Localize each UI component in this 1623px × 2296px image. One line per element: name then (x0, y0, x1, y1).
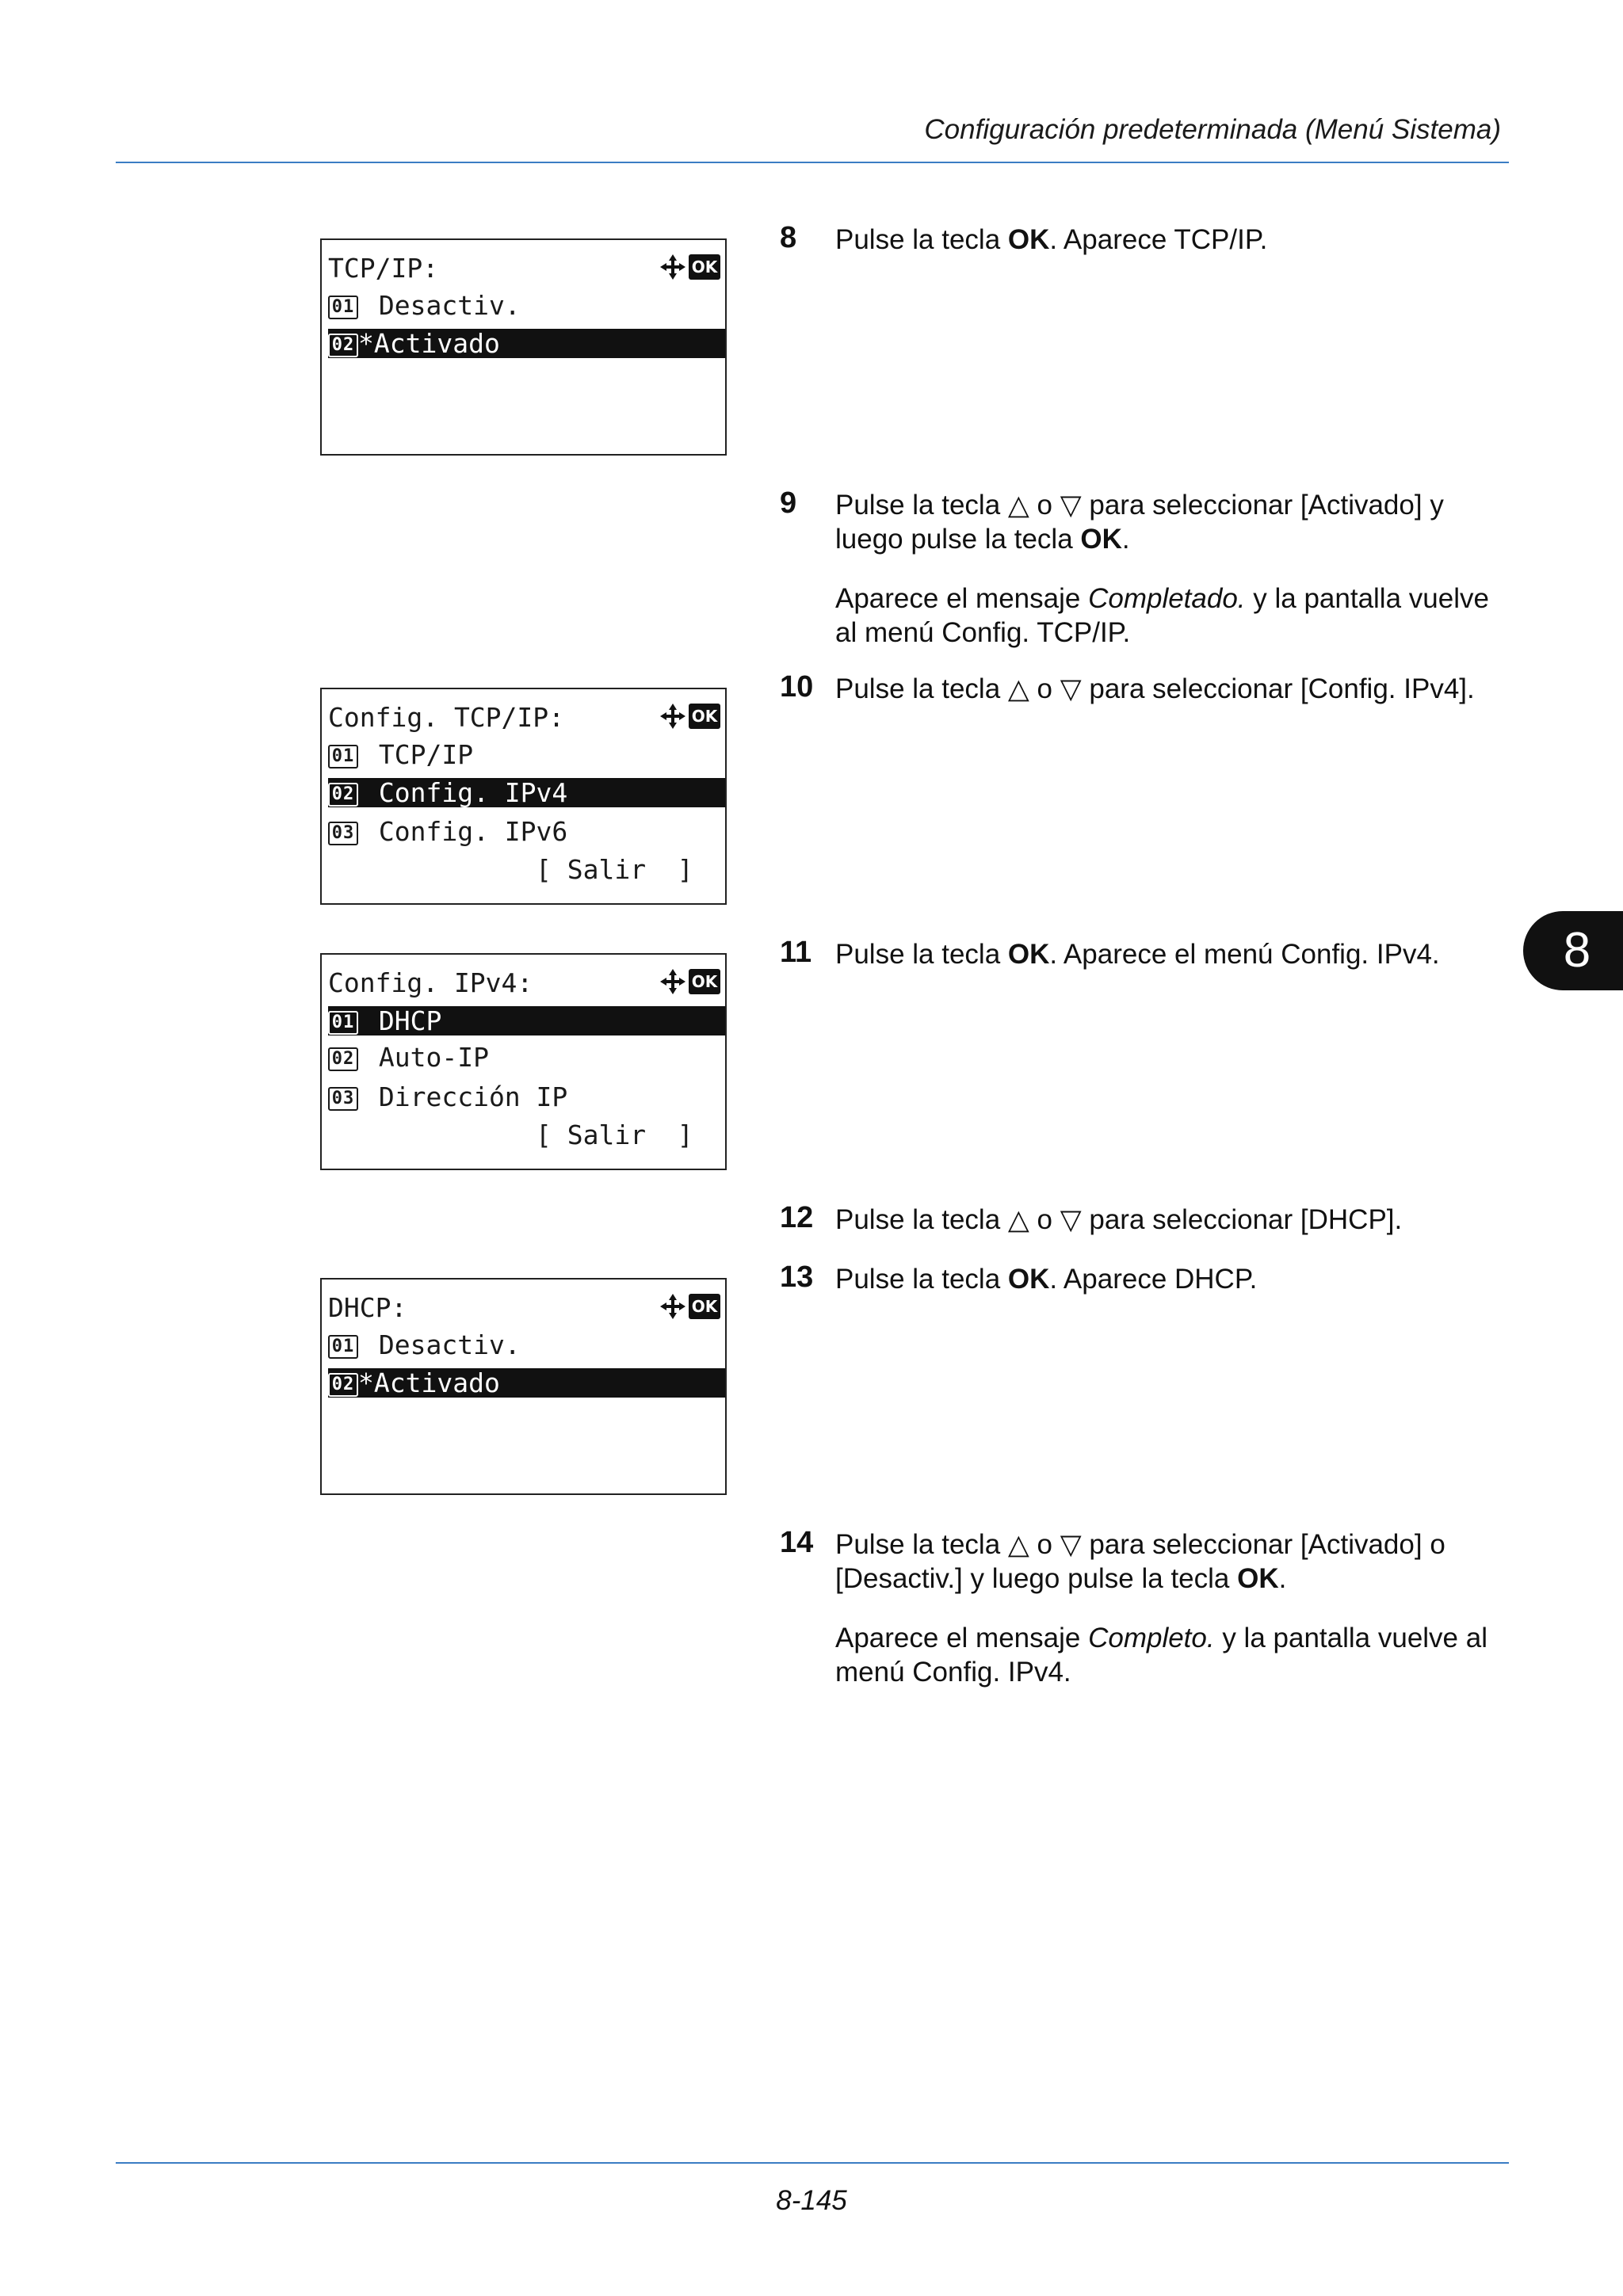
text-run: Aparece el mensaje (835, 583, 1089, 614)
lcd-menu-item (328, 329, 725, 358)
item-label: Config. IPv6 (363, 816, 568, 847)
step-number: 8 (780, 221, 797, 254)
lcd-menu-item (328, 739, 725, 771)
step-paragraph (835, 223, 1509, 257)
text-run: Pulse la tecla (835, 939, 1008, 970)
text-run: . Aparece TCP/IP. (1049, 224, 1268, 255)
item-label: Desactiv. (363, 290, 521, 321)
item-label: *Activado (358, 329, 500, 358)
footer-rule (116, 2162, 1509, 2164)
four-way-arrow-icon (659, 968, 686, 995)
item-label: DHCP (363, 1006, 442, 1035)
step-number: 10 (780, 670, 814, 704)
ok-key-label: OK (1007, 224, 1050, 255)
item-number-icon: 01 (328, 1335, 358, 1359)
step-text (835, 1262, 1509, 1296)
lcd-menu-item (328, 1368, 725, 1398)
text-run: . (1121, 524, 1130, 555)
lcd-menu-item (328, 290, 725, 322)
step-number: 14 (780, 1526, 814, 1559)
lcd-panel-dhcp (320, 1278, 727, 1495)
text-run: Pulse la tecla △ o ▽ para seleccionar [DHCP]. (835, 1204, 1403, 1235)
item-label: Config. IPv4 (363, 778, 568, 807)
step-10 (780, 672, 1509, 706)
item-number-icon: 01 (328, 745, 358, 769)
text-run: Pulse la tecla △ o ▽ para seleccionar [Activado] y luego pulse la tecla (835, 490, 1444, 555)
step-paragraph (835, 937, 1509, 971)
item-number-icon: 02 (328, 334, 358, 357)
step-paragraph (835, 1203, 1509, 1237)
four-way-arrow-icon (659, 254, 686, 280)
item-label: Desactiv. (363, 1329, 521, 1360)
four-way-arrow-icon (659, 1293, 686, 1320)
text-run: . Aparece el menú Config. IPv4. (1049, 939, 1440, 970)
step-number: 11 (780, 936, 812, 969)
exit-option: [ Salir ] (536, 854, 693, 885)
ok-key-icon: OK (689, 704, 720, 729)
text-run: Pulse la tecla (835, 224, 1008, 255)
ok-key-icon: OK (689, 969, 720, 994)
step-paragraph (835, 582, 1509, 650)
lcd-title: Config. IPv4: (328, 967, 533, 998)
step-paragraph (835, 1262, 1509, 1296)
item-number-icon: 02 (328, 1373, 358, 1397)
lcd-panel-config-ipv4 (320, 953, 727, 1170)
ok-key-label: OK (1080, 524, 1122, 555)
lcd-menu-item (328, 1081, 725, 1113)
lcd-menu-item (328, 1006, 725, 1035)
lcd-panel-tcpip (320, 238, 727, 456)
page-number: 8-145 (776, 2185, 847, 2216)
ok-key-icon: OK (689, 254, 720, 280)
step-text (835, 223, 1509, 257)
ok-key-icon: OK (689, 1294, 720, 1319)
text-run: Pulse la tecla △ o ▽ para seleccionar [Config. IPv4]. (835, 673, 1475, 704)
text-run: Pulse la tecla △ o ▽ para seleccionar [Activado] o [Desactiv.] y luego pulse la tecla (835, 1529, 1445, 1594)
step-11 (780, 937, 1509, 971)
lcd-title: DHCP: (328, 1292, 407, 1323)
step-number: 12 (780, 1201, 814, 1234)
item-number-icon: 03 (328, 822, 358, 845)
lcd-title: Config. TCP/IP: (328, 702, 565, 733)
exit-option: [ Salir ] (536, 1119, 693, 1150)
item-label: Dirección IP (363, 1081, 568, 1112)
nav-indicator (659, 253, 720, 281)
item-label: *Activado (358, 1368, 500, 1398)
item-label: Auto-IP (363, 1042, 489, 1073)
step-9 (780, 488, 1509, 650)
text-run: y la pantalla vuelve al menú Config. IPv4. (835, 1623, 1487, 1688)
four-way-arrow-icon (659, 703, 686, 730)
header-rule (116, 162, 1509, 163)
lcd-panel-config-tcpip (320, 688, 727, 905)
item-number-icon: 01 (328, 1011, 358, 1035)
step-text (835, 672, 1509, 706)
step-13 (780, 1262, 1509, 1296)
nav-indicator (659, 1292, 720, 1321)
step-12 (780, 1203, 1509, 1237)
lcd-menu-item (328, 816, 725, 848)
step-number: 13 (780, 1261, 814, 1294)
nav-indicator (659, 967, 720, 996)
item-number-icon: 02 (328, 783, 358, 807)
item-number-icon: 01 (328, 296, 358, 319)
step-text (835, 1203, 1509, 1237)
nav-indicator (659, 702, 720, 730)
lcd-menu-item (328, 1329, 725, 1361)
text-run: . (1278, 1563, 1287, 1594)
step-14 (780, 1527, 1509, 1689)
text-run: . Aparece DHCP. (1049, 1264, 1258, 1295)
ok-key-label: OK (1007, 939, 1050, 970)
step-paragraph (835, 672, 1509, 706)
ok-key-label: OK (1237, 1563, 1279, 1594)
item-label: TCP/IP (363, 739, 474, 770)
step-paragraph (835, 1527, 1509, 1596)
item-number-icon: 02 (328, 1047, 358, 1071)
step-text (835, 488, 1509, 650)
page-header-title: Configuración predeterminada (Menú Sistema) (924, 114, 1501, 145)
text-run: Pulse la tecla (835, 1264, 1008, 1295)
message-text: Completo. (1088, 1623, 1215, 1653)
lcd-title: TCP/IP: (328, 253, 439, 284)
step-8 (780, 223, 1509, 257)
message-text: Completado. (1088, 583, 1246, 614)
text-run: Aparece el mensaje (835, 1623, 1089, 1653)
step-paragraph (835, 488, 1509, 556)
lcd-menu-item (328, 778, 725, 807)
step-paragraph (835, 1621, 1509, 1689)
step-text (835, 937, 1509, 971)
ok-key-label: OK (1007, 1264, 1050, 1295)
step-text (835, 1527, 1509, 1689)
lcd-menu-item (328, 1042, 725, 1074)
text-run: y la pantalla vuelve al menú Config. TCP/IP. (835, 583, 1489, 648)
item-number-icon: 03 (328, 1087, 358, 1111)
step-number: 9 (780, 486, 797, 520)
chapter-tab: 8 (1523, 911, 1623, 990)
